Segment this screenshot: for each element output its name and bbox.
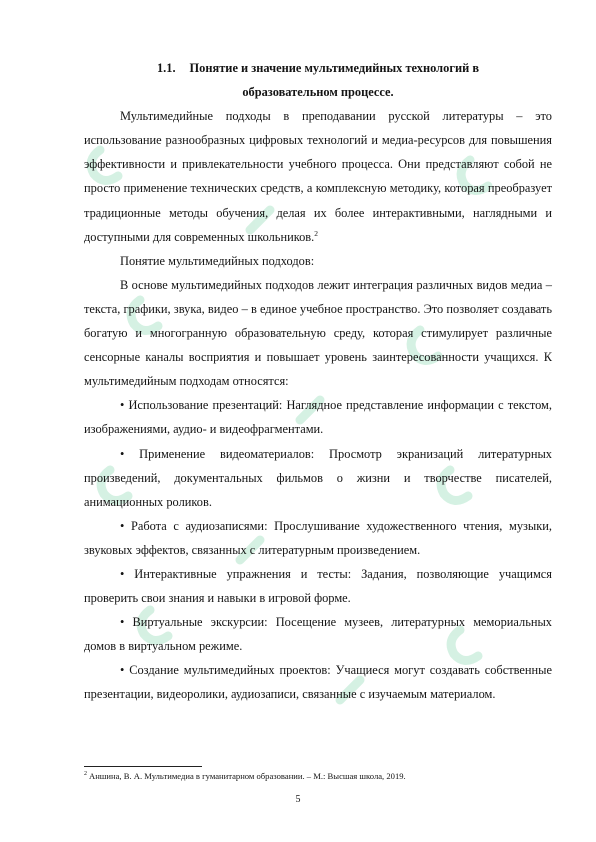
section-number: 1.1. bbox=[156, 61, 176, 75]
footnote-reference: 2 bbox=[314, 228, 318, 238]
page-number: 5 bbox=[295, 794, 301, 805]
list-item: • Интерактивные упражнения и тесты: Задания, позволяющие учащимся проверить свои знания и навыки в игровой форме. bbox=[84, 566, 552, 606]
list-item: • Применение видеоматериалов: Просмотр экранизаций литературных произведений, документальных фильмов о жизни и творчестве писателей, анимационных роликов. bbox=[84, 446, 552, 509]
footnote-text: Аншина, В. А. Мультимедиа в гуманитарном образовании. – М.: Высшая школа, 2019. bbox=[89, 771, 406, 781]
list-item: • Виртуальные экскурсии: Посещение музеев, литературных мемориальных домов в виртуальном режиме. bbox=[84, 615, 552, 654]
footnote bbox=[84, 771, 554, 782]
paragraph: Мультимедийные подходы в преподавании русской литературы – это использование разнообразных цифровых технологий и медиа-ресурсов для повышения эффективности и привлекательности учебного процесса. Они представляют собой не просто применение технических средств, а комплексную методику, которая преобразует традиционные методы обучения, делая их более интерактивными, наглядными и доступными для современных школьников.$^2$ bbox=[84, 109, 552, 244]
list-item: • Работа с аудиозаписями: Прослушивание художественного чтения, музыки, звуковых эффектов, связанных с литературным произведением. bbox=[84, 518, 552, 557]
list-item: • Использование презентаций: Наглядное представление информации с текстом, изображениями, аудио- и видеофрагментами. bbox=[84, 398, 552, 437]
paragraph: В основе мультимедийных подходов лежит интеграция различных видов медиа – текста, графики, звука, видео – в единое учебное пространство. Это позволяет создавать богатую и многогранную образовательную среду, которая стимулирует различные сенсорные каналы восприятия и повышает уровень заинтересованности учащихся. К мультимедийным подходам относятся: bbox=[84, 277, 552, 389]
footnote-divider bbox=[84, 766, 202, 767]
section-title-line-1: Понятие и значение мультимедийных технологий в bbox=[189, 61, 480, 75]
section-heading bbox=[84, 56, 552, 104]
body-text bbox=[84, 56, 552, 707]
section-title-line-2: образовательном процессе. bbox=[242, 85, 394, 100]
paragraph: Понятие мультимедийных подходов: bbox=[120, 253, 315, 268]
footnote-marker: 2 bbox=[84, 771, 87, 778]
list-item: • Создание мультимедийных проектов: Учащиеся могут создавать собственные презентации, видеоролики, аудиозаписи, связанные с изучаемым материалом. bbox=[84, 663, 552, 702]
